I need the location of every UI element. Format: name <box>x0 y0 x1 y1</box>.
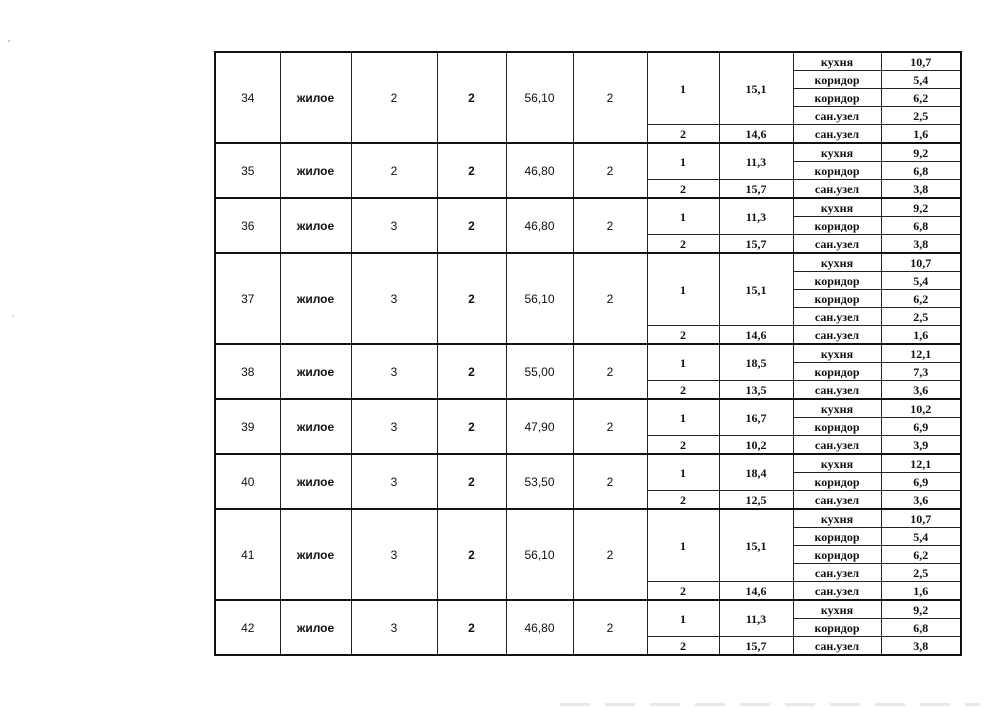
premises-type: жилое <box>280 454 351 509</box>
premises-type: жилое <box>280 344 351 399</box>
auxiliary-room-name: сан.узел <box>793 308 881 326</box>
auxiliary-room-name: кухня <box>793 399 881 418</box>
room-count: 2 <box>573 344 647 399</box>
living-room-number: 2 <box>647 491 719 510</box>
section-number: 3 <box>351 509 437 600</box>
floor-number: 2 <box>437 454 506 509</box>
living-room-area: 15,7 <box>719 180 793 199</box>
room-count: 2 <box>573 509 647 600</box>
living-room-area: 12,5 <box>719 491 793 510</box>
total-area: 47,90 <box>506 399 573 454</box>
floor-number: 2 <box>437 198 506 253</box>
auxiliary-room-area: 3,6 <box>881 381 961 400</box>
table-row <box>215 344 961 363</box>
auxiliary-room-name: кухня <box>793 198 881 217</box>
auxiliary-room-area: 3,8 <box>881 637 961 656</box>
total-area: 56,10 <box>506 253 573 344</box>
auxiliary-room-area: 5,4 <box>881 272 961 290</box>
auxiliary-room-area: 3,9 <box>881 436 961 455</box>
living-room-area: 15,1 <box>719 509 793 582</box>
premises-type: жилое <box>280 600 351 655</box>
premises-type: жилое <box>280 52 351 143</box>
auxiliary-room-area: 2,5 <box>881 308 961 326</box>
auxiliary-room-area: 3,6 <box>881 491 961 510</box>
table-row <box>215 52 961 71</box>
living-room-area: 15,7 <box>719 637 793 656</box>
premises-type: жилое <box>280 509 351 600</box>
auxiliary-room-name: сан.узел <box>793 582 881 601</box>
auxiliary-room-name: коридор <box>793 217 881 235</box>
premises-type: жилое <box>280 143 351 198</box>
section-number: 3 <box>351 253 437 344</box>
table-body <box>215 52 961 655</box>
section-number: 2 <box>351 143 437 198</box>
floor-number: 2 <box>437 509 506 600</box>
living-room-area: 10,2 <box>719 436 793 455</box>
auxiliary-room-name: сан.узел <box>793 107 881 125</box>
auxiliary-room-name: кухня <box>793 509 881 528</box>
auxiliary-room-area: 6,2 <box>881 89 961 107</box>
apartment-number: 36 <box>215 198 280 253</box>
room-count: 2 <box>573 52 647 143</box>
living-room-number: 2 <box>647 326 719 345</box>
scan-artifact <box>560 703 980 706</box>
auxiliary-room-name: коридор <box>793 71 881 89</box>
auxiliary-room-area: 6,8 <box>881 217 961 235</box>
apartment-number: 35 <box>215 143 280 198</box>
living-room-number: 2 <box>647 381 719 400</box>
total-area: 56,10 <box>506 52 573 143</box>
living-room-area: 15,7 <box>719 235 793 254</box>
table-row <box>215 253 961 272</box>
table-row <box>215 454 961 473</box>
auxiliary-room-name: сан.узел <box>793 436 881 455</box>
premises-type: жилое <box>280 198 351 253</box>
living-room-area: 14,6 <box>719 125 793 144</box>
floor-number: 2 <box>437 253 506 344</box>
auxiliary-room-area: 2,5 <box>881 564 961 582</box>
auxiliary-room-area: 3,8 <box>881 235 961 254</box>
total-area: 46,80 <box>506 600 573 655</box>
auxiliary-room-area: 6,8 <box>881 619 961 637</box>
living-room-area: 14,6 <box>719 326 793 345</box>
auxiliary-room-area: 6,8 <box>881 162 961 180</box>
living-room-number: 1 <box>647 52 719 125</box>
living-room-number: 1 <box>647 399 719 436</box>
auxiliary-room-name: кухня <box>793 344 881 363</box>
premises-type: жилое <box>280 253 351 344</box>
living-room-number: 2 <box>647 125 719 144</box>
auxiliary-room-area: 2,5 <box>881 107 961 125</box>
auxiliary-room-name: сан.узел <box>793 491 881 510</box>
auxiliary-room-name: коридор <box>793 363 881 381</box>
living-room-number: 1 <box>647 454 719 491</box>
total-area: 46,80 <box>506 143 573 198</box>
auxiliary-room-area: 1,6 <box>881 326 961 345</box>
auxiliary-room-area: 10,7 <box>881 253 961 272</box>
living-room-number: 1 <box>647 198 719 235</box>
living-room-area: 16,7 <box>719 399 793 436</box>
total-area: 53,50 <box>506 454 573 509</box>
auxiliary-room-area: 6,9 <box>881 473 961 491</box>
auxiliary-room-name: коридор <box>793 619 881 637</box>
auxiliary-room-name: кухня <box>793 454 881 473</box>
table-row <box>215 143 961 162</box>
living-room-number: 1 <box>647 253 719 326</box>
apartment-number: 38 <box>215 344 280 399</box>
auxiliary-room-area: 10,7 <box>881 52 961 71</box>
apartment-number: 37 <box>215 253 280 344</box>
total-area: 46,80 <box>506 198 573 253</box>
auxiliary-room-name: кухня <box>793 143 881 162</box>
living-room-area: 11,3 <box>719 600 793 637</box>
section-number: 3 <box>351 600 437 655</box>
auxiliary-room-area: 7,3 <box>881 363 961 381</box>
auxiliary-room-area: 6,2 <box>881 546 961 564</box>
auxiliary-room-name: сан.узел <box>793 235 881 254</box>
auxiliary-room-name: кухня <box>793 52 881 71</box>
living-room-number: 2 <box>647 637 719 656</box>
living-room-area: 15,1 <box>719 52 793 125</box>
floor-number: 2 <box>437 600 506 655</box>
section-number: 2 <box>351 52 437 143</box>
apartment-register-table <box>214 51 962 656</box>
auxiliary-room-name: коридор <box>793 272 881 290</box>
living-room-area: 11,3 <box>719 198 793 235</box>
table-row <box>215 509 961 528</box>
room-count: 2 <box>573 253 647 344</box>
floor-number: 2 <box>437 52 506 143</box>
table-row <box>215 600 961 619</box>
auxiliary-room-area: 6,9 <box>881 418 961 436</box>
living-room-number: 2 <box>647 436 719 455</box>
living-room-area: 18,5 <box>719 344 793 381</box>
premises-type: жилое <box>280 399 351 454</box>
scan-speck <box>8 40 10 42</box>
living-room-area: 15,1 <box>719 253 793 326</box>
living-room-area: 18,4 <box>719 454 793 491</box>
auxiliary-room-name: коридор <box>793 89 881 107</box>
auxiliary-room-name: коридор <box>793 162 881 180</box>
apartment-number: 39 <box>215 399 280 454</box>
auxiliary-room-area: 12,1 <box>881 344 961 363</box>
room-count: 2 <box>573 399 647 454</box>
auxiliary-room-area: 6,2 <box>881 290 961 308</box>
floor-number: 2 <box>437 399 506 454</box>
apartment-number: 34 <box>215 52 280 143</box>
room-count: 2 <box>573 600 647 655</box>
table-row <box>215 198 961 217</box>
section-number: 3 <box>351 399 437 454</box>
apartment-number: 42 <box>215 600 280 655</box>
auxiliary-room-name: сан.узел <box>793 637 881 656</box>
auxiliary-room-name: коридор <box>793 528 881 546</box>
auxiliary-room-area: 10,7 <box>881 509 961 528</box>
living-room-number: 1 <box>647 600 719 637</box>
auxiliary-room-area: 10,2 <box>881 399 961 418</box>
apartment-number: 40 <box>215 454 280 509</box>
living-room-number: 1 <box>647 143 719 180</box>
living-room-area: 14,6 <box>719 582 793 601</box>
auxiliary-room-area: 3,8 <box>881 180 961 199</box>
total-area: 56,10 <box>506 509 573 600</box>
auxiliary-room-name: коридор <box>793 418 881 436</box>
living-room-number: 2 <box>647 235 719 254</box>
auxiliary-room-name: сан.узел <box>793 381 881 400</box>
table-row <box>215 399 961 418</box>
section-number: 3 <box>351 454 437 509</box>
auxiliary-room-name: сан.узел <box>793 180 881 199</box>
auxiliary-room-area: 5,4 <box>881 528 961 546</box>
living-room-area: 11,3 <box>719 143 793 180</box>
auxiliary-room-name: сан.узел <box>793 125 881 144</box>
living-room-number: 2 <box>647 582 719 601</box>
auxiliary-room-name: коридор <box>793 473 881 491</box>
section-number: 3 <box>351 344 437 399</box>
auxiliary-room-name: коридор <box>793 546 881 564</box>
apartment-number: 41 <box>215 509 280 600</box>
living-room-area: 13,5 <box>719 381 793 400</box>
auxiliary-room-area: 5,4 <box>881 71 961 89</box>
floor-number: 2 <box>437 344 506 399</box>
living-room-number: 1 <box>647 344 719 381</box>
room-count: 2 <box>573 143 647 198</box>
auxiliary-room-area: 1,6 <box>881 582 961 601</box>
auxiliary-room-area: 9,2 <box>881 600 961 619</box>
room-count: 2 <box>573 454 647 509</box>
auxiliary-room-area: 9,2 <box>881 198 961 217</box>
living-room-number: 1 <box>647 509 719 582</box>
auxiliary-room-area: 9,2 <box>881 143 961 162</box>
room-count: 2 <box>573 198 647 253</box>
auxiliary-room-name: кухня <box>793 600 881 619</box>
scan-speck <box>12 315 14 317</box>
auxiliary-room-name: сан.узел <box>793 326 881 345</box>
auxiliary-room-name: коридор <box>793 290 881 308</box>
auxiliary-room-area: 12,1 <box>881 454 961 473</box>
total-area: 55,00 <box>506 344 573 399</box>
section-number: 3 <box>351 198 437 253</box>
auxiliary-room-name: кухня <box>793 253 881 272</box>
auxiliary-room-area: 1,6 <box>881 125 961 144</box>
auxiliary-room-name: сан.узел <box>793 564 881 582</box>
living-room-number: 2 <box>647 180 719 199</box>
floor-number: 2 <box>437 143 506 198</box>
